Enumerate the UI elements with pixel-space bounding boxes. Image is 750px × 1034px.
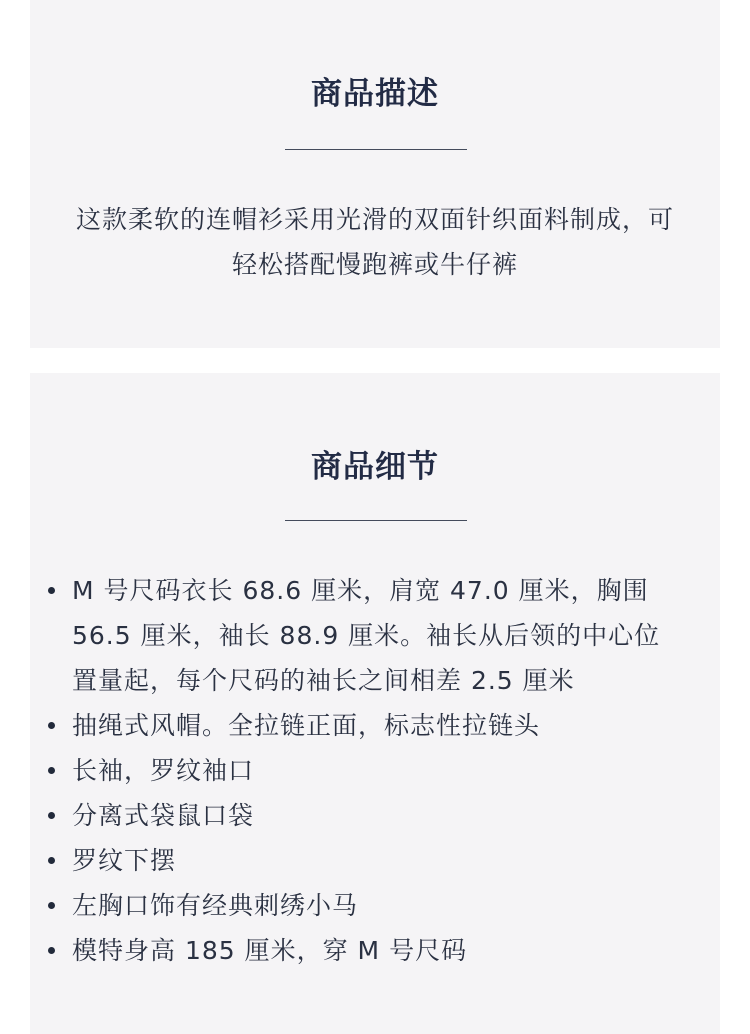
- list-item-text: 罗纹下摆: [72, 846, 177, 875]
- bullet-icon: [48, 902, 55, 909]
- list-item: [0, 793, 690, 838]
- bullet-icon: [48, 767, 55, 774]
- details-divider: [285, 520, 467, 521]
- list-item: [0, 748, 690, 793]
- list-item-text: 左胸口饰有经典刺绣小马: [72, 891, 359, 920]
- product-description-card: [30, 0, 720, 348]
- bullet-icon: [48, 722, 55, 729]
- list-item-text: 抽绳式风帽。全拉链正面，标志性拉链头: [72, 711, 541, 740]
- list-item: [0, 838, 690, 883]
- list-item-text: 长袖，罗纹袖口: [72, 756, 255, 785]
- list-item-text: M 号尺码衣长 68.6 厘米，肩宽 47.0 厘米，胸围 56.5 厘米，袖长 88.9 厘米。袖长从后领的中心位置量起，每个尺码的袖长之间相差 2.5 厘米: [72, 576, 661, 695]
- list-item-text: 分离式袋鼠口袋: [72, 801, 255, 830]
- bullet-icon: [48, 857, 55, 864]
- description-text: 这款柔软的连帽衫采用光滑的双面针织面料制成，可轻松搭配慢跑裤或牛仔裤: [75, 205, 674, 279]
- list-item: [0, 928, 690, 973]
- description-title: 商品描述: [311, 76, 439, 112]
- description-divider: [285, 149, 467, 150]
- bullet-icon: [48, 812, 55, 819]
- details-title: 商品细节: [311, 449, 439, 485]
- list-item-text: 模特身高 185 厘米，穿 M 号尺码: [72, 936, 468, 965]
- bullet-icon: [48, 947, 55, 954]
- details-list: [0, 568, 690, 973]
- bullet-icon: [48, 587, 55, 594]
- list-item: [0, 883, 690, 928]
- list-item: [0, 568, 690, 703]
- list-item: [0, 703, 690, 748]
